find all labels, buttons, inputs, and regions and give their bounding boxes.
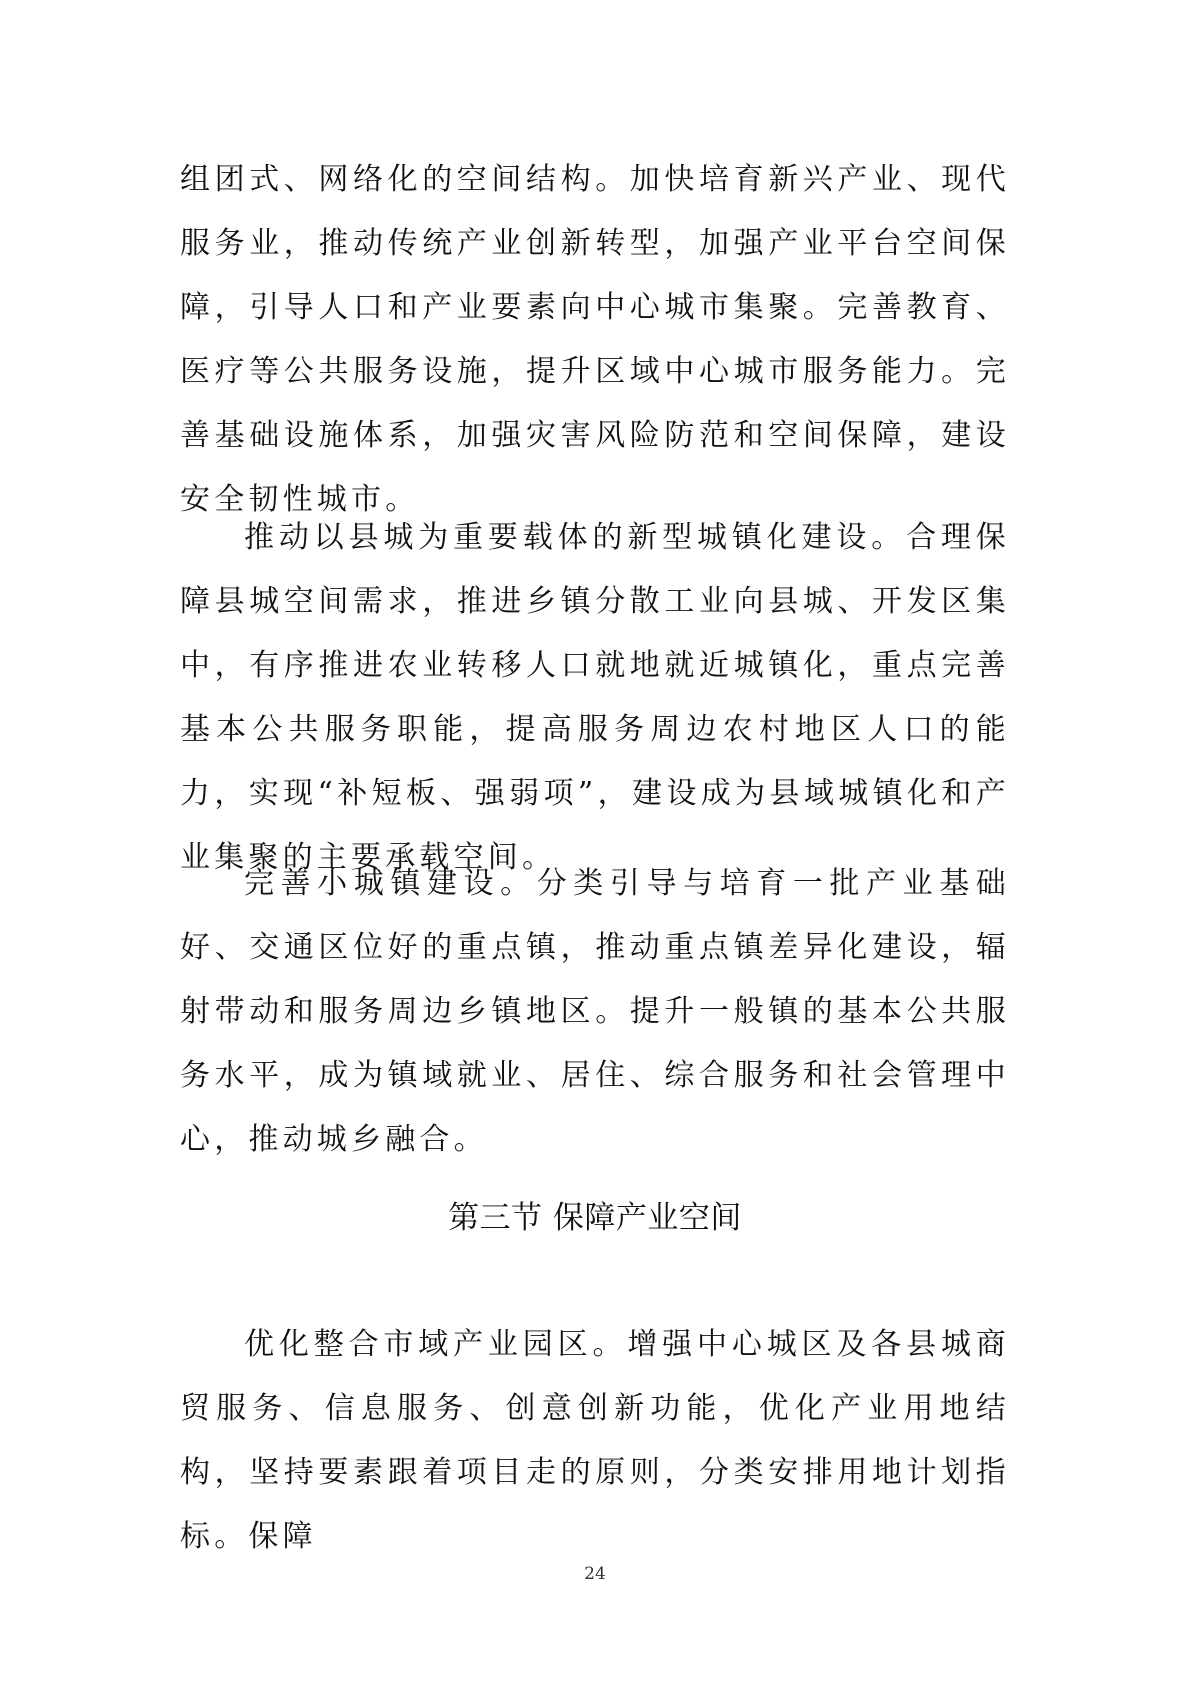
body-paragraph: 推动以县城为重要载体的新型城镇化建设。合理保障县城空间需求，推进乡镇分散工业向县城、开发区集中，有序推进农业转移人口就地就近城镇化，重点完善基本公共服务职能，提高服务周边农村地区人口的能力，实现“补短板、强弱项”，建设成为县域城镇化和产业集聚的主要承载空间。 (180, 520, 1010, 875)
body-paragraph: 优化整合市域产业园区。增强中心城区及各县城商贸服务、信息服务、创意创新功能，优化产业用地结构，坚持要素跟着项目走的原则，分类安排用地计划指标。保障 (180, 1327, 1010, 1554)
section-heading: 第三节 保障产业空间 (448, 1200, 742, 1236)
body-paragraph: 完善小城镇建设。分类引导与培育一批产业基础好、交通区位好的重点镇，推动重点镇差异化建设，辐射带动和服务周边乡镇地区。提升一般镇的基本公共服务水平，成为镇域就业、居住、综合服务和社会管理中心，推动城乡融合。 (180, 866, 1010, 1157)
page-number: 24 (584, 1564, 606, 1584)
body-paragraph: 组团式、网络化的空间结构。加快培育新兴产业、现代服务业，推动传统产业创新转型，加强产业平台空间保障，引导人口和产业要素向中心城市集聚。完善教育、医疗等公共服务设施，提升区域中心城市服务能力。完善基础设施体系，加强灾害风险防范和空间保障，建设安全韧性城市。 (180, 162, 1010, 517)
body-paragraph-block (180, 148, 1010, 532)
body-paragraph-block (180, 1313, 1010, 1569)
body-paragraph-block (180, 852, 1010, 1172)
body-paragraph-block (180, 506, 1010, 890)
